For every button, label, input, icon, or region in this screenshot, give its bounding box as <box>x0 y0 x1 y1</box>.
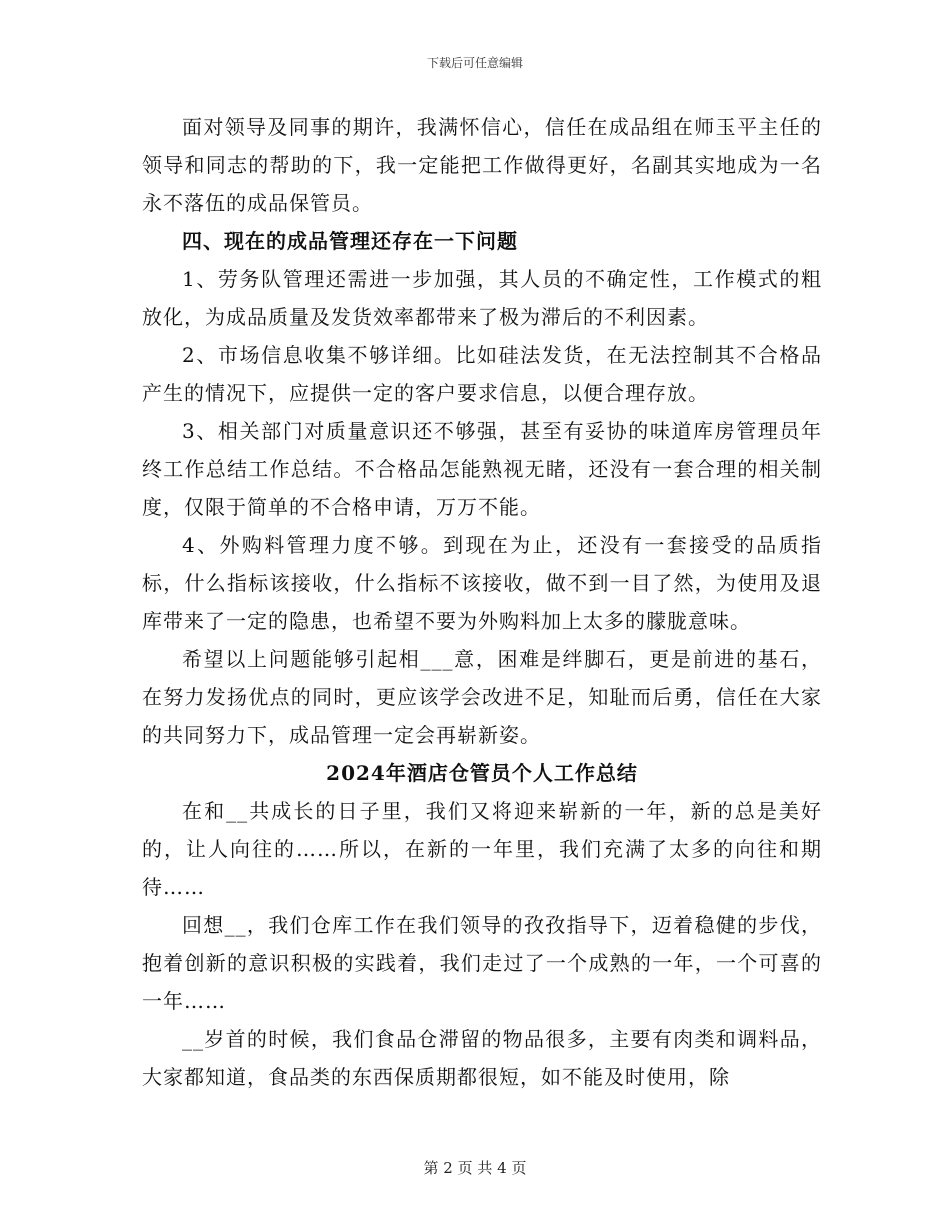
document-title: 2024年酒店仓管员个人工作总结 <box>326 761 638 785</box>
problem-item-3: 3、相关部门对质量意识还不够强，甚至有妥协的味道库房管理员年终工作总结工作总结。不合格品怎能熟视无睹，还没有一套合理的相关制度，仅限于简单的不合格申请，万万不能。 <box>142 419 822 519</box>
paragraph-food-storage: __岁首的时候，我们食品仓滞留的物品很多，主要有肉类和调料品，大家都知道，食品类的东西保质期都很短，如不能及时使用，除 <box>142 1027 822 1089</box>
paragraph-confidence: 面对领导及同事的期许，我满怀信心，信任在成品组在师玉平主任的领导和同志的帮助的下，我一定能把工作做得更好，名副其实地成为一名永不落伍的成品保管员。 <box>142 115 822 215</box>
paragraph-hope: 希望以上问题能够引起相___意，困难是绊脚石，更是前进的基石，在努力发扬优点的同时，更应该学会改进不足，知耻而后勇，信任在大家的共同努力下，成品管理一定会再崭新姿。 <box>142 647 822 747</box>
problem-item-4: 4、外购料管理力度不够。到现在为止，还没有一套接受的品质指标，什么指标该接收，什么指标不该接收，做不到一目了然，为使用及退库带来了一定的隐患，也希望不要为外购料加上太多的朦胧意味。 <box>142 533 822 633</box>
page-number: 第 2 页 共 4 页 <box>423 1159 527 1177</box>
document-body <box>142 108 822 1096</box>
page-header-note: 下载后可任意编辑 <box>426 56 523 70</box>
paragraph-review: 回想__，我们仓库工作在我们领导的孜孜指导下，迈着稳健的步伐，抱着创新的意识积极的实践着，我们走过了一个成熟的一年，一个可喜的一年…… <box>142 913 822 1013</box>
problem-item-1: 1、劳务队管理还需进一步加强，其人员的不确定性，工作模式的粗放化，为成品质量及发货效率都带来了极为滞后的不利因素。 <box>142 267 822 329</box>
paragraph-intro: 在和__共成长的日子里，我们又将迎来崭新的一年，新的总是美好的，让人向往的……所以，在新的一年里，我们充满了太多的向往和期待…… <box>142 799 822 899</box>
problem-item-2: 2、市场信息收集不够详细。比如硅法发货，在无法控制其不合格品产生的情况下，应提供一定的客户要求信息，以便合理存放。 <box>142 343 822 405</box>
section-heading-problems: 四、现在的成品管理还存在一下问题 <box>182 229 518 253</box>
